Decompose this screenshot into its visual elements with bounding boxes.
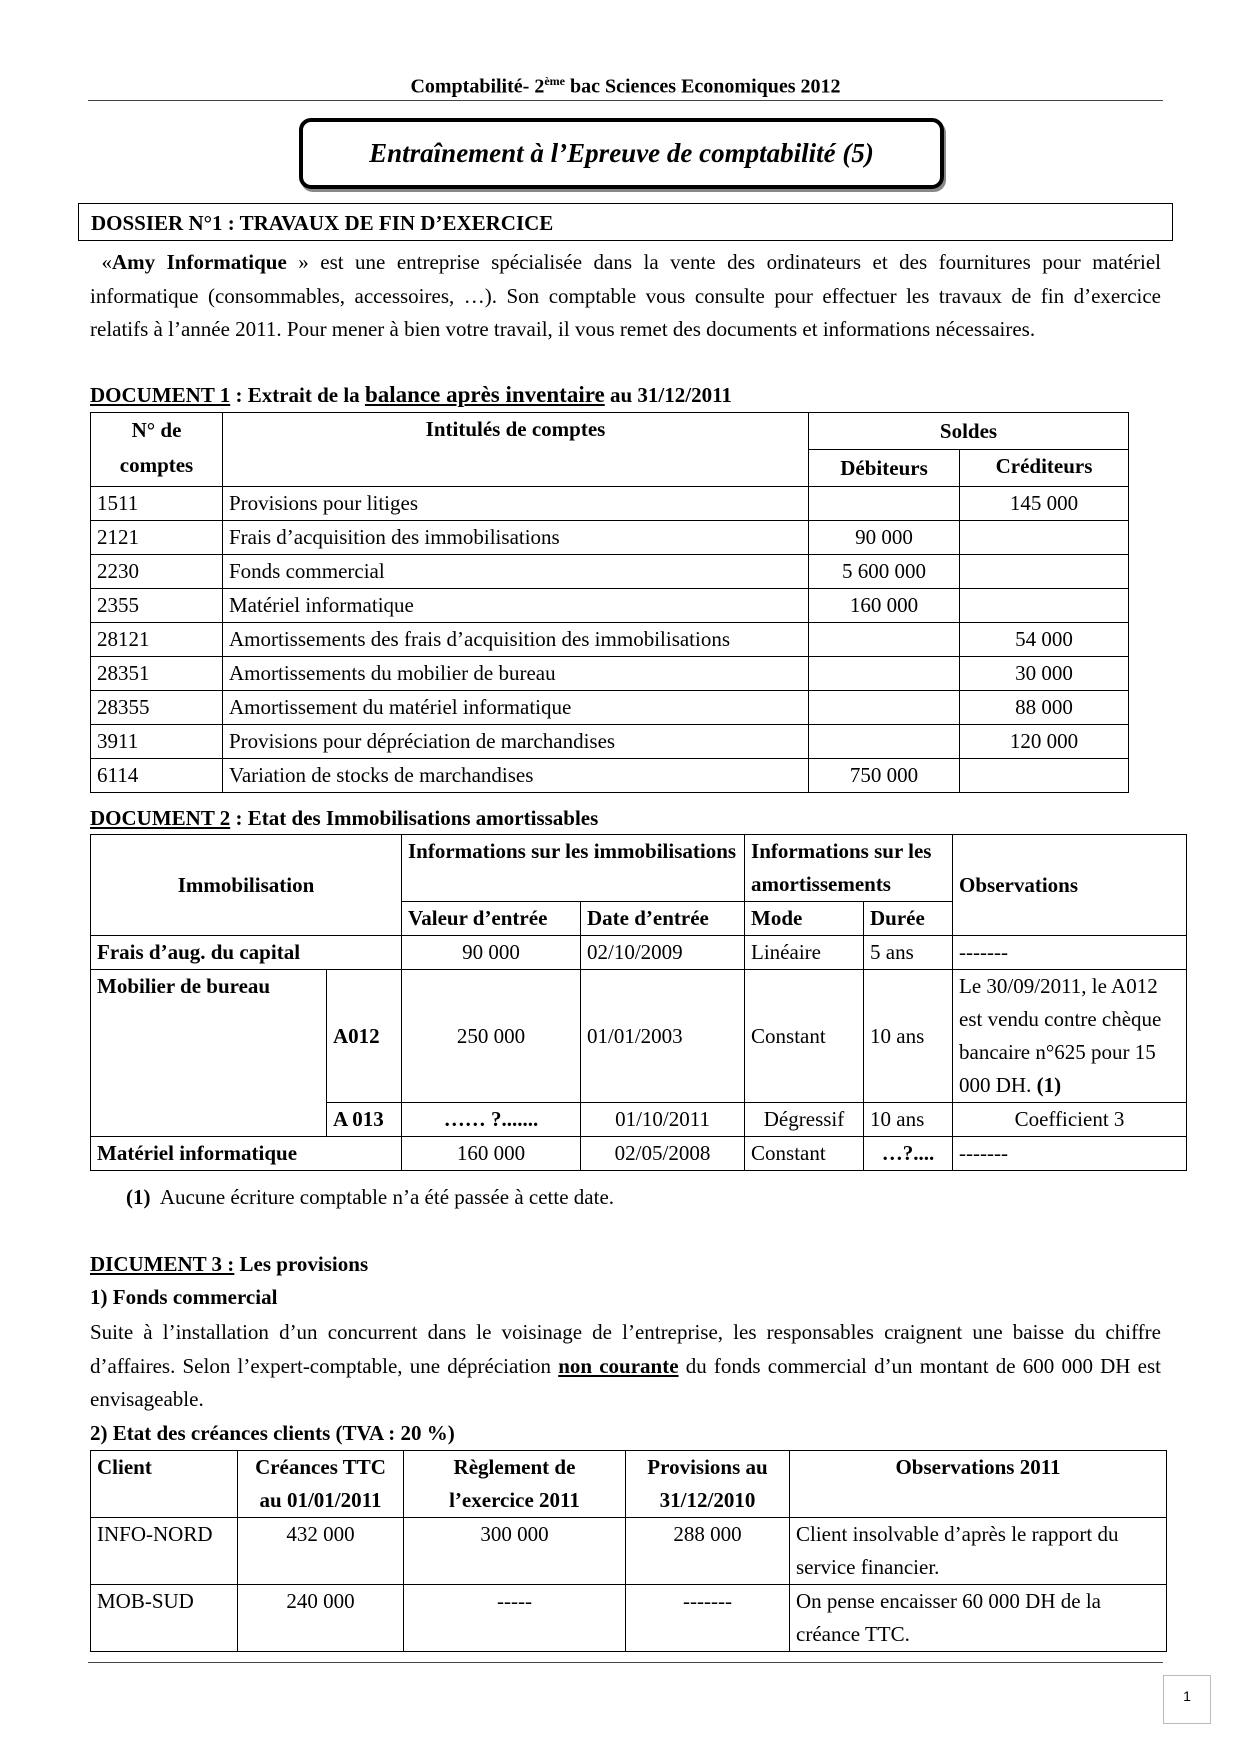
col-soldes: Soldes: [809, 413, 1129, 450]
cell: 54 000: [960, 623, 1129, 657]
table-row: [91, 623, 1129, 657]
immobilisations-table: [90, 834, 1187, 1171]
cell: Amortissements des frais d’acquisition des immobilisations: [223, 623, 809, 657]
note-ref: (1): [126, 1185, 151, 1209]
cell: [809, 623, 960, 657]
col-info-immo: Informations sur les immobilisations: [402, 835, 745, 902]
cell: Linéaire: [745, 936, 864, 970]
cell: Constant: [745, 1137, 864, 1171]
doc1-title: [90, 382, 732, 408]
col-header: Règlement de l’exercice 2011: [404, 1451, 626, 1518]
cell: A 013: [327, 1103, 402, 1137]
cell: 2355: [91, 589, 223, 623]
cell: 750 000: [809, 759, 960, 793]
cell: -------: [953, 1137, 1187, 1171]
cell: 1511: [91, 487, 223, 521]
col-cred: Créditeurs: [960, 450, 1129, 487]
doc2-note: [126, 1185, 614, 1210]
cell: [953, 970, 1187, 1103]
p-text-end: du fonds commercial d’un montant de 600 000 DH est envisageable.: [90, 1353, 1161, 1411]
cell: 01/10/2011: [581, 1103, 745, 1137]
table-row: [91, 1585, 1167, 1652]
cell: 288 000: [626, 1518, 790, 1585]
cell: 90 000: [402, 936, 581, 970]
cell: 90 000: [809, 521, 960, 555]
table-row: [91, 589, 1129, 623]
col-header: Observations 2011: [790, 1451, 1167, 1518]
col-valeur: Valeur d’entrée: [402, 902, 581, 936]
table-row: [91, 1137, 1187, 1171]
doc1-sep: : Extrait de la: [230, 383, 365, 407]
cell: Frais d’acquisition des immobilisations: [223, 521, 809, 555]
cell: [960, 555, 1129, 589]
cell: Provisions pour litiges: [223, 487, 809, 521]
header-rule: [88, 100, 1163, 101]
table-row: [91, 1518, 1167, 1585]
obs-text: Le 30/09/2011, le A012 est vendu contre chèque bancaire n°625 pour 15 000 DH.: [959, 974, 1162, 1097]
col-header: Client: [91, 1451, 238, 1518]
cell: -------: [953, 936, 1187, 970]
cell: 240 000: [238, 1585, 404, 1652]
balance-table: [90, 412, 1129, 793]
cell: 30 000: [960, 657, 1129, 691]
cell: 432 000: [238, 1518, 404, 1585]
cell: 10 ans: [864, 1103, 953, 1137]
cell: 28121: [91, 623, 223, 657]
doc3-title: [90, 1252, 368, 1277]
doc2-tail: : Etat des Immobilisations amortissables: [230, 806, 599, 830]
table-row: [91, 521, 1129, 555]
doc2-title: [90, 806, 598, 831]
cell: 2230: [91, 555, 223, 589]
cell: …?....: [864, 1137, 953, 1171]
cell: 28355: [91, 691, 223, 725]
cell: Provisions pour dépréciation de marchandises: [223, 725, 809, 759]
cell: Dégressif: [745, 1103, 864, 1137]
p-text: Suite à l’installation d’un concurrent dans le voisinage de l’entreprise, les responsables craignent une baisse du chiffre d’affaires. Selon l’expert-comptable, une dépréciation: [90, 1320, 1161, 1378]
p-emph: non courante: [558, 1353, 679, 1378]
cell: 2121: [91, 521, 223, 555]
cell: [960, 589, 1129, 623]
cell: Constant: [745, 970, 864, 1103]
table-row: [91, 555, 1129, 589]
page-number-box: [1163, 1675, 1211, 1724]
col-header: Provisions au 31/12/2010: [626, 1451, 790, 1518]
doc3-tail: Les provisions: [234, 1252, 369, 1276]
cell: Matériel informatique: [223, 589, 809, 623]
table-row: [91, 725, 1129, 759]
cell: [809, 657, 960, 691]
cell: Fonds commercial: [223, 555, 809, 589]
footer-rule: [88, 1662, 1163, 1663]
cell: 02/10/2009: [581, 936, 745, 970]
cell: 250 000: [402, 970, 581, 1103]
cell: MOB-SUD: [91, 1585, 238, 1652]
note-text: Aucune écriture comptable n’a été passée à cette date.: [159, 1185, 615, 1209]
cell: 145 000: [960, 487, 1129, 521]
doc1-tail: au 31/12/2011: [604, 383, 732, 407]
cell: Variation de stocks de marchandises: [223, 759, 809, 793]
cell: 28351: [91, 657, 223, 691]
table-row: [91, 936, 1187, 970]
table-row: [91, 759, 1129, 793]
cell: 5 ans: [864, 936, 953, 970]
cell: 88 000: [960, 691, 1129, 725]
cell: Matériel informatique: [91, 1137, 402, 1171]
col-num: N° de comptes: [91, 413, 223, 487]
page-number: 1: [1183, 1688, 1191, 1704]
table-row: [91, 487, 1129, 521]
page-header: [90, 74, 1161, 99]
section-fonds: 1) Fonds commercial: [90, 1285, 278, 1309]
cell: -------: [626, 1585, 790, 1652]
cell: 02/05/2008: [581, 1137, 745, 1171]
section-creances: 2) Etat des créances clients (TVA : 20 %): [90, 1421, 455, 1445]
quote-open: «: [101, 250, 112, 274]
cell: Mobilier de bureau: [91, 970, 327, 1137]
header-text-end: bac Sciences Economiques 2012: [564, 75, 841, 98]
doc1-label: DOCUMENT 1: [90, 383, 231, 407]
cell: …… ?.......: [402, 1103, 581, 1137]
cell: Amortissements du mobilier de bureau: [223, 657, 809, 691]
table-row: [91, 657, 1129, 691]
header-text: Comptabilité- 2: [410, 75, 545, 98]
cell: 10 ans: [864, 970, 953, 1103]
cell: 300 000: [404, 1518, 626, 1585]
cell: 160 000: [809, 589, 960, 623]
doc-title: Entraînement à l’Epreuve de comptabilité (5): [369, 138, 874, 168]
cell: [960, 759, 1129, 793]
cell: INFO-NORD: [91, 1518, 238, 1585]
cell: Amortissement du matériel informatique: [223, 691, 809, 725]
cell: On pense encaisser 60 000 DH de la créance TTC.: [790, 1585, 1167, 1652]
cell: 120 000: [960, 725, 1129, 759]
col-mode: Mode: [745, 902, 864, 936]
col-title: Intitulés de comptes: [223, 413, 809, 487]
doc3-label: DICUMENT 3 :: [90, 1252, 235, 1276]
cell: [960, 521, 1129, 555]
company-name: Amy Informatique: [111, 250, 287, 274]
col-header: Créances TTC au 01/01/2011: [238, 1451, 404, 1518]
cell: [809, 725, 960, 759]
table-row: [91, 691, 1129, 725]
title-box: [299, 118, 944, 189]
cell: -----: [404, 1585, 626, 1652]
dossier-heading: DOSSIER N°1 : TRAVAUX DE FIN D’EXERCICE: [78, 203, 1173, 241]
fonds-paragraph: [90, 1316, 1161, 1417]
cell: Client insolvable d’après le rapport du service financier.: [790, 1518, 1167, 1585]
cell: [809, 487, 960, 521]
cell: Frais d’aug. du capital: [91, 936, 402, 970]
cell: A012: [327, 970, 402, 1103]
cell: 6114: [91, 759, 223, 793]
intro-paragraph: [90, 246, 1161, 347]
creances-table: [90, 1450, 1167, 1652]
cell: 5 600 000: [809, 555, 960, 589]
col-info-amort: Informations sur les amortissements: [745, 835, 953, 902]
intro-text: » est une entreprise spécialisée dans la vente des ordinateurs et des fournitures pour matériel informatique (consommables, accessoires, …). Son comptable vous consulte pour effectuer les travaux de fin d’exercice relatifs à l’année 2011. Pour mener à bien votre travail, il vous remet des documents et informations nécessaires.: [90, 250, 1162, 341]
cell: 01/01/2003: [581, 970, 745, 1103]
col-date: Date d’entrée: [581, 902, 745, 936]
col-obs: Observations: [953, 835, 1187, 936]
doc1-emph: balance après inventaire: [364, 382, 605, 407]
table-row: [91, 970, 1187, 1103]
cell: 160 000: [402, 1137, 581, 1171]
col-immo: Immobilisation: [91, 835, 402, 936]
cell: [809, 691, 960, 725]
obs-ref: (1): [1031, 1073, 1062, 1097]
cell: 3911: [91, 725, 223, 759]
doc2-label: DOCUMENT 2: [90, 806, 231, 830]
col-duree: Durée: [864, 902, 953, 936]
col-deb: Débiteurs: [809, 450, 960, 487]
cell: Coefficient 3: [953, 1103, 1187, 1137]
header-sup: ème: [544, 74, 565, 88]
